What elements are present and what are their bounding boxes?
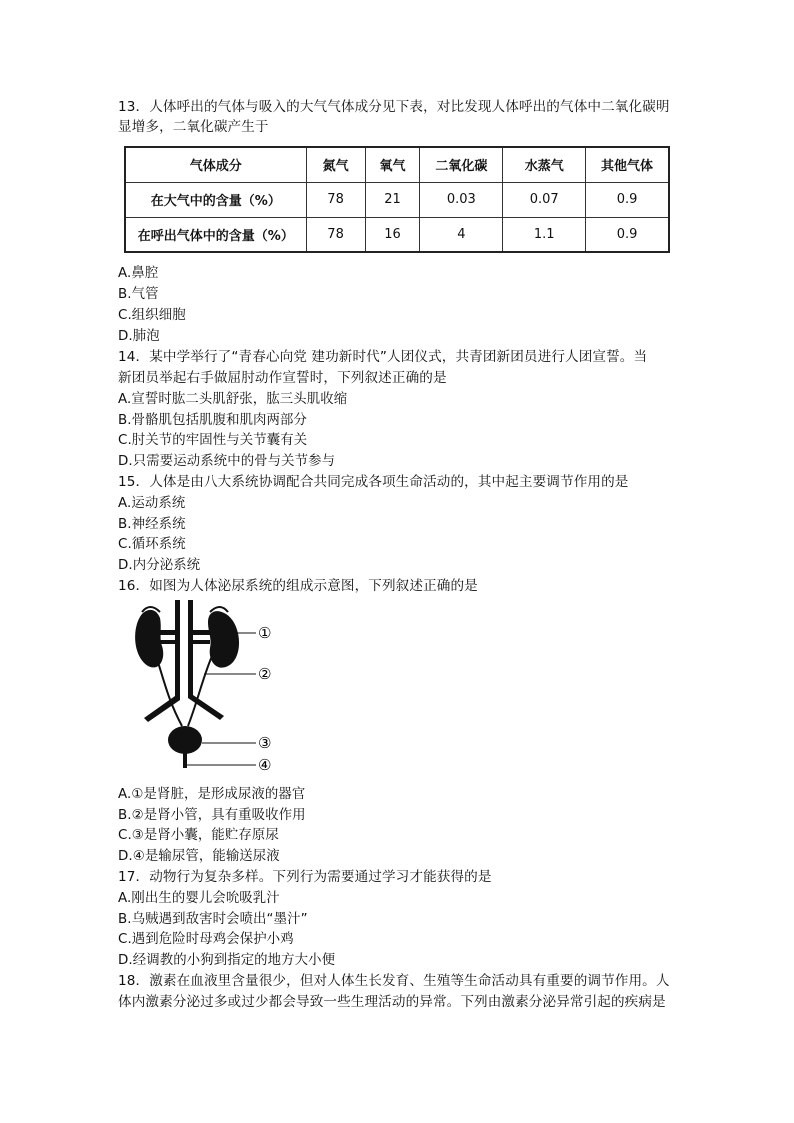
q13-stem-line1: 13．人体呼出的气体与吸入的大气气体成分见下表，对比发现人体呼出的气体中二氧化碳明 (118, 99, 670, 115)
table-cell: 16 (365, 217, 420, 252)
q17-stem-line1: 17．动物行为复杂多样。下列行为需要通过学习才能获得的是 (118, 869, 492, 885)
table-header-cell: 气体成分 (125, 147, 306, 182)
q14-option-d: D.只需要运动系统中的骨与关节参与 (118, 454, 336, 469)
table-header-cell: 二氧化碳 (420, 147, 503, 182)
gas-composition-table (124, 146, 670, 253)
table-cell: 1.1 (503, 217, 586, 252)
urethra-shape (183, 752, 187, 768)
bladder-shape (168, 726, 202, 754)
table-row (125, 182, 669, 217)
q18-stem-line1: 18．激素在血液里含量很少，但对人体生长发育、生殖等生命活动具有重要的调节作用。人 (118, 973, 670, 989)
table-cell: 4 (420, 217, 503, 252)
table-cell: 0.03 (420, 182, 503, 217)
table-row (125, 217, 669, 252)
q16-option-b: B.②是肾小管，具有重吸收作用 (118, 808, 306, 823)
q15-option-a: A.运动系统 (118, 496, 186, 511)
q13-option-d: D.肺泡 (118, 329, 160, 344)
right-renal-vessel-2 (192, 640, 210, 644)
q13-option-b: B.气管 (118, 287, 159, 302)
q17-option-c: C.遇到危险时母鸡会保护小鸡 (118, 932, 294, 947)
table-header-cell: 氮气 (306, 147, 365, 182)
q15-option-c: C.循环系统 (118, 537, 186, 552)
table-row-label: 在呼出气体中的含量（%） (125, 217, 306, 252)
table-cell: 0.07 (503, 182, 586, 217)
figure-label-2: ② (258, 665, 272, 683)
q18-stem-line2: 体内激素分泌过多或过少都会导致一些生理活动的异常。下列由激素分泌异常引起的疾病是 (118, 994, 666, 1010)
left-renal-vessel (160, 630, 176, 635)
q14-stem-line1: 14．某中学举行了“青春心向党 建功新时代”人团仪式，共青团新团员进行人团宣誓。当 (118, 349, 648, 365)
q13-option-c: C.组织细胞 (118, 308, 186, 323)
right-kidney-shape (208, 611, 239, 667)
table-cell: 78 (306, 217, 365, 252)
left-renal-vessel-2 (160, 640, 176, 644)
q14-option-c: C.肘关节的牢固性与关节囊有关 (118, 433, 308, 448)
urinary-system-figure (128, 600, 288, 775)
table-cell: 0.9 (586, 217, 669, 252)
table-cell: 0.9 (586, 182, 669, 217)
table-cell: 78 (306, 182, 365, 217)
table-header-cell: 其他气体 (586, 147, 669, 182)
q17-option-b: B.乌贼遇到敌害时会喷出“墨汁” (118, 912, 308, 927)
q16-stem-line1: 16．如图为人体泌尿系统的组成示意图，下列叙述正确的是 (118, 578, 478, 594)
table-row-label: 在大气中的含量（%） (125, 182, 306, 217)
q13-option-a: A.鼻腔 (118, 266, 159, 281)
table-header-cell: 水蒸气 (503, 147, 586, 182)
table-header-row (125, 147, 669, 182)
figure-label-3: ③ (258, 734, 272, 752)
right-adrenal-shape (210, 607, 228, 612)
q15-option-d: D.内分泌系统 (118, 558, 201, 573)
q15-stem-line1: 15．人体是由八大系统协调配合共同完成各项生命活动的，其中起主要调节作用的是 (118, 474, 629, 490)
figure-label-1: ① (258, 624, 272, 642)
q14-option-a: A.宣誓时肱二头肌舒张，肱三头肌收缩 (118, 392, 348, 407)
q16-option-d: D.④是输尿管，能输送尿液 (118, 849, 280, 864)
q17-option-a: A.刚出生的婴儿会吮吸乳汁 (118, 891, 280, 906)
q17-option-d: D.经调教的小狗到指定的地方大小便 (118, 953, 336, 968)
figure-label-4: ④ (258, 756, 272, 774)
table-cell: 21 (365, 182, 420, 217)
q14-option-b: B.骨骼肌包括肌腹和肌肉两部分 (118, 413, 308, 428)
left-kidney-shape (135, 610, 163, 668)
q15-option-b: B.神经系统 (118, 517, 186, 532)
q13-stem-line2: 显增多，二氧化碳产生于 (118, 119, 269, 135)
q14-stem-line2: 新团员举起右手做屈肘动作宣誓时，下列叙述正确的是 (118, 370, 447, 386)
q16-option-c: C.③是肾小囊，能贮存原尿 (118, 828, 279, 843)
table-header-cell: 氧气 (365, 147, 420, 182)
q16-option-a: A.①是肾脏，是形成尿液的器官 (118, 787, 306, 802)
